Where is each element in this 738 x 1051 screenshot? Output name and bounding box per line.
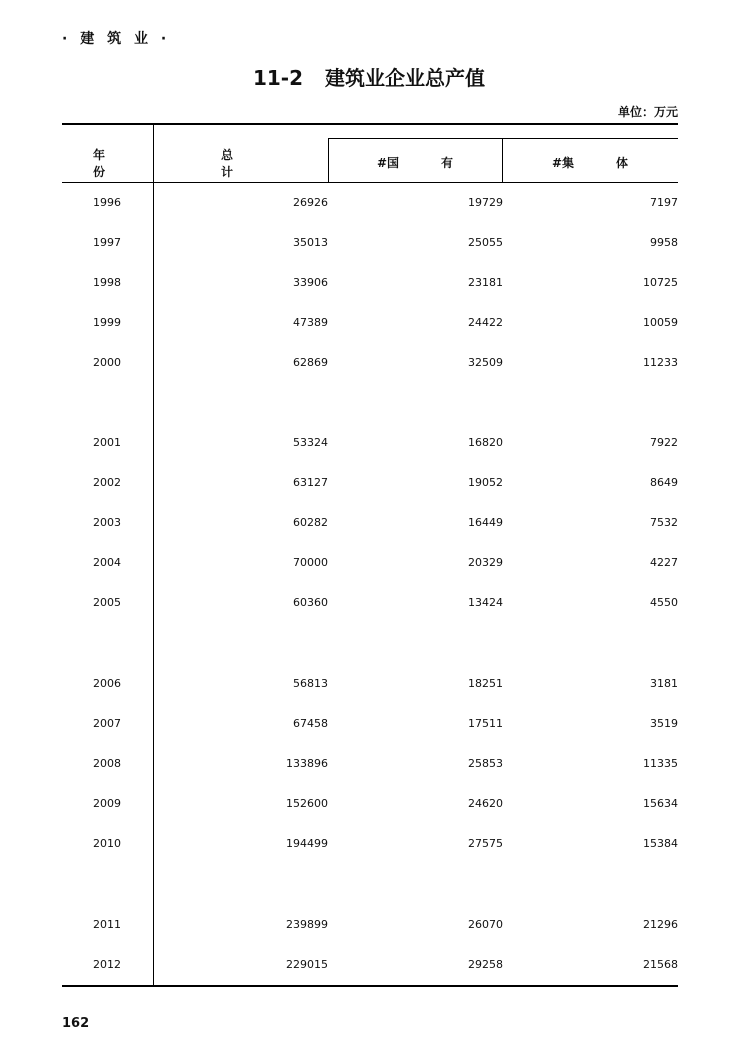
state-owned-cell: 27575 — [468, 837, 503, 850]
table-row — [62, 596, 678, 612]
table-row — [62, 316, 678, 332]
column-header-state-owned — [340, 154, 490, 171]
table-row — [62, 797, 678, 813]
state-owned-prefix: #国 — [376, 156, 400, 170]
header-bottom-rule — [62, 182, 678, 183]
collective-cell: 15634 — [643, 797, 678, 810]
state-owned-cell: 18251 — [468, 677, 503, 690]
column-header-total: 总 计 — [220, 148, 259, 179]
state-owned-cell: 32509 — [468, 356, 503, 369]
total-cell: 239899 — [286, 918, 328, 931]
collective-cell: 7532 — [650, 516, 678, 529]
total-cell: 194499 — [286, 837, 328, 850]
state-owned-cell: 24422 — [468, 316, 503, 329]
total-cell: 70000 — [293, 556, 328, 569]
collective-cell: 11335 — [643, 757, 678, 770]
table-top-rule — [62, 123, 678, 125]
table-row — [62, 958, 678, 974]
column-header-year: 年 份 — [92, 148, 127, 179]
table-title: 建筑业企业总产值 — [325, 66, 486, 90]
year-cell: 1996 — [93, 196, 121, 209]
year-cell: 2000 — [93, 356, 121, 369]
year-cell: 2002 — [93, 476, 121, 489]
collective-cell: 21568 — [643, 958, 678, 971]
state-owned-cell: 25853 — [468, 757, 503, 770]
year-cell: 2012 — [93, 958, 121, 971]
year-cell: 2001 — [93, 436, 121, 449]
collective-cell: 11233 — [643, 356, 678, 369]
total-cell: 133896 — [286, 757, 328, 770]
table-row — [62, 717, 678, 733]
total-cell: 60360 — [293, 596, 328, 609]
table-row — [62, 757, 678, 773]
collective-cell: 3519 — [650, 717, 678, 730]
collective-cell: 7922 — [650, 436, 678, 449]
state-owned-cell: 26070 — [468, 918, 503, 931]
state-owned-cell: 20329 — [468, 556, 503, 569]
collective-cell: 3181 — [650, 677, 678, 690]
table-row — [62, 918, 678, 934]
state-owned-cell: 25055 — [468, 236, 503, 249]
total-cell: 63127 — [293, 476, 328, 489]
table-row — [62, 837, 678, 853]
year-cell: 1999 — [93, 316, 121, 329]
collective-cell: 15384 — [643, 837, 678, 850]
table-row — [62, 436, 678, 452]
year-cell: 2007 — [93, 717, 121, 730]
collective-cell: 7197 — [650, 196, 678, 209]
collective-cell: 4550 — [650, 596, 678, 609]
page-number: 162 — [62, 1016, 90, 1031]
state-owned-cell: 19052 — [468, 476, 503, 489]
collective-cell: 9958 — [650, 236, 678, 249]
state-owned-cell: 17511 — [468, 717, 503, 730]
table-row — [62, 276, 678, 292]
collective-suffix: 体 — [616, 156, 629, 170]
year-cell: 2005 — [93, 596, 121, 609]
collective-cell: 8649 — [650, 476, 678, 489]
total-cell: 152600 — [286, 797, 328, 810]
state-owned-cell: 16449 — [468, 516, 503, 529]
collective-cell: 10725 — [643, 276, 678, 289]
state-owned-cell: 13424 — [468, 596, 503, 609]
table-row — [62, 356, 678, 372]
column-divider — [328, 138, 329, 183]
table-number: 11-2 — [252, 66, 304, 90]
total-cell: 62869 — [293, 356, 328, 369]
collective-cell: 10059 — [643, 316, 678, 329]
state-owned-cell: 29258 — [468, 958, 503, 971]
total-cell: 35013 — [293, 236, 328, 249]
year-cell: 1998 — [93, 276, 121, 289]
total-cell: 229015 — [286, 958, 328, 971]
total-cell: 53324 — [293, 436, 328, 449]
subheader-rule — [328, 138, 678, 139]
total-cell: 67458 — [293, 717, 328, 730]
year-cell: 2011 — [93, 918, 121, 931]
table-bottom-rule — [62, 985, 678, 987]
year-cell: 2003 — [93, 516, 121, 529]
total-cell: 26926 — [293, 196, 328, 209]
total-cell: 60282 — [293, 516, 328, 529]
unit-label: 单位：万元 — [617, 105, 678, 119]
collective-prefix: #集 — [551, 156, 575, 170]
section-header: · 建 筑 业 · — [62, 31, 171, 47]
total-cell: 47389 — [293, 316, 328, 329]
total-cell: 33906 — [293, 276, 328, 289]
total-cell: 56813 — [293, 677, 328, 690]
collective-cell: 4227 — [650, 556, 678, 569]
page-title — [0, 62, 738, 91]
year-cell: 2010 — [93, 837, 121, 850]
year-cell: 2009 — [93, 797, 121, 810]
year-cell: 2008 — [93, 757, 121, 770]
column-header-collective — [515, 154, 665, 171]
column-divider — [502, 138, 503, 183]
collective-cell: 21296 — [643, 918, 678, 931]
year-column-divider — [153, 123, 154, 986]
state-owned-suffix: 有 — [441, 156, 454, 170]
table-row — [62, 516, 678, 532]
table-row — [62, 677, 678, 693]
state-owned-cell: 19729 — [468, 196, 503, 209]
year-cell: 2006 — [93, 677, 121, 690]
table-row — [62, 196, 678, 212]
state-owned-cell: 23181 — [468, 276, 503, 289]
state-owned-cell: 24620 — [468, 797, 503, 810]
state-owned-cell: 16820 — [468, 436, 503, 449]
table-row — [62, 476, 678, 492]
year-cell: 1997 — [93, 236, 121, 249]
year-cell: 2004 — [93, 556, 121, 569]
table-row — [62, 556, 678, 572]
table-row — [62, 236, 678, 252]
